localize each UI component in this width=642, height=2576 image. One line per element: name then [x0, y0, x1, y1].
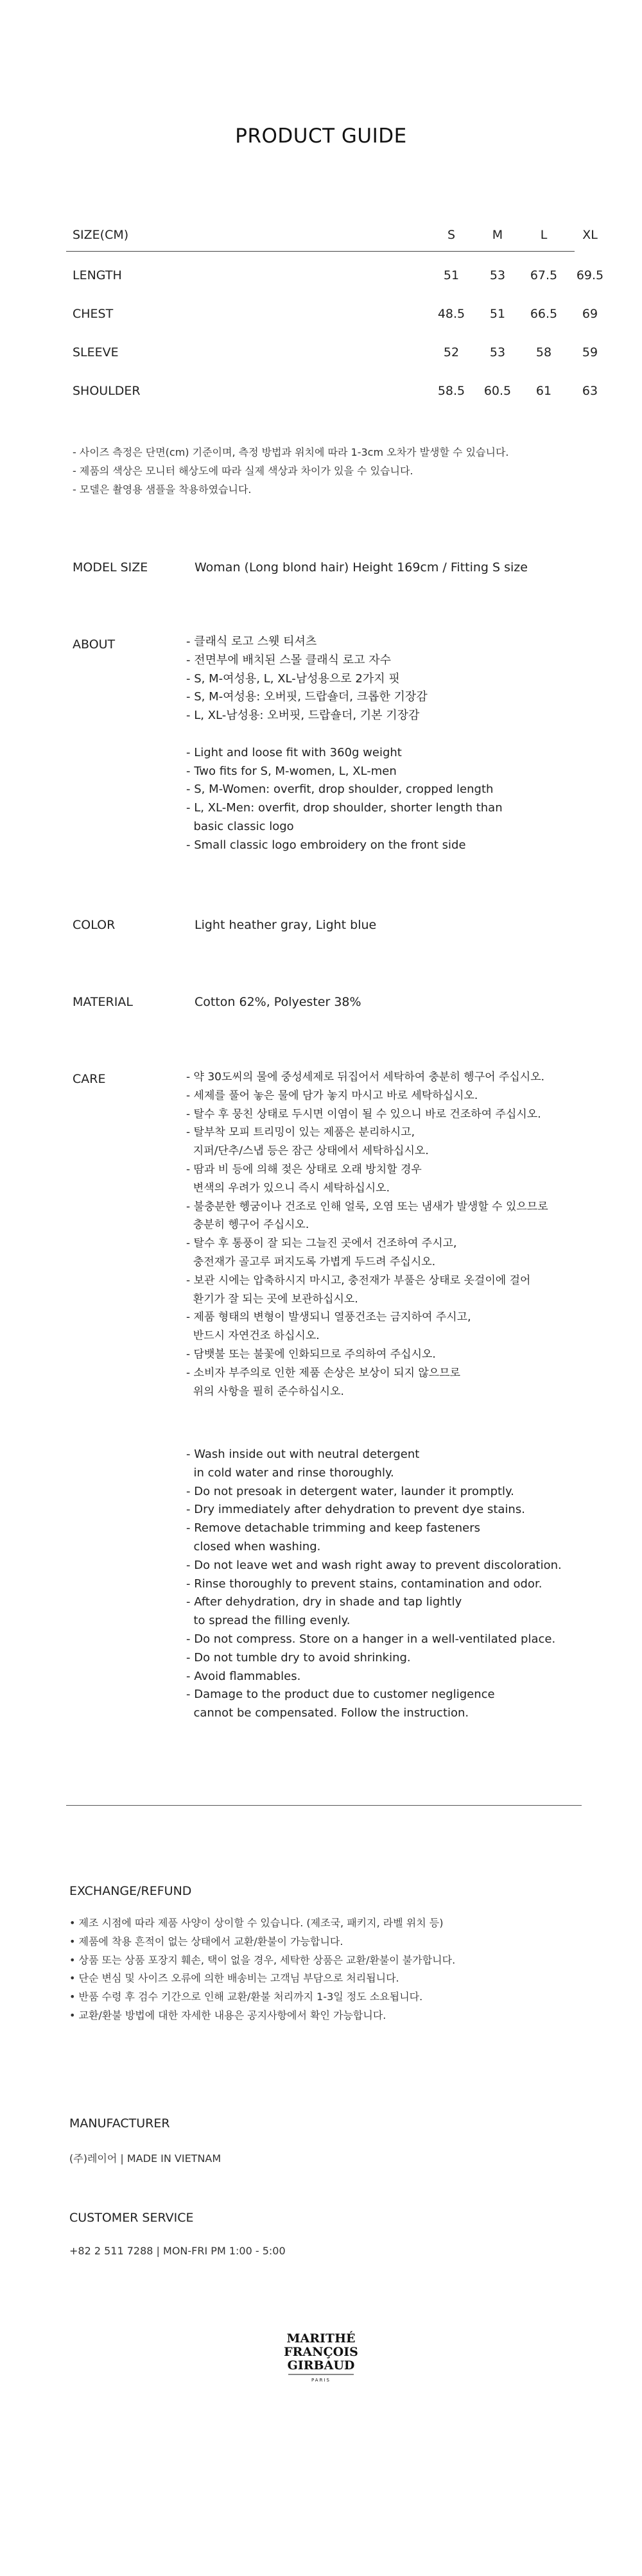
cell: 58.5 [437, 384, 465, 398]
list-item: - Avoid flammables. [186, 1669, 301, 1683]
list-item: • 반품 수령 후 검수 기간으로 인해 교환/환불 처리까지 1-3일 정도 소요됩니다. [69, 1991, 423, 2003]
note-line: - 제품의 색상은 모니터 해상도에 따라 실제 색상과 차이가 있을 수 있습니다. [73, 465, 413, 477]
about-label: ABOUT [73, 637, 116, 652]
row-label: SLEEVE [73, 345, 119, 359]
cell: 53 [489, 268, 506, 282]
list-item: - After dehydration, dry in shade and tap lightly [186, 1595, 462, 1609]
size-header-s: S [447, 228, 456, 242]
note-line: - 사이즈 측정은 단면(cm) 기준이며, 측정 방법과 위치에 따라 1-3cm 오차가 발생할 수 있습니다. [73, 446, 509, 458]
list-item: - 보관 시에는 압축하시지 마시고, 충전재가 부풀은 상태로 옷걸이에 걸어 [186, 1274, 531, 1287]
list-item: - Remove detachable trimming and keep fasteners [186, 1521, 481, 1535]
cell: 66.5 [530, 307, 558, 321]
cell: 52 [443, 345, 460, 359]
customer-service-heading: CUSTOMER SERVICE [69, 2211, 194, 2225]
list-item: - 탈수 후 통풍이 잘 되는 그늘진 곳에서 건조하여 주시고, [186, 1237, 457, 1250]
logo-line-1: MARITHÉ [286, 2331, 356, 2346]
table-row [66, 295, 598, 334]
cell: 60.5 [483, 384, 512, 398]
list-item [186, 725, 503, 744]
about-list [186, 633, 503, 855]
list-item: - Light and loose fit with 360g weight [186, 745, 402, 759]
cell: 48.5 [437, 307, 465, 321]
list-item: - Two fits for S, M-women, L, XL-men [186, 764, 397, 778]
row-label: LENGTH [73, 268, 122, 282]
material-value: Cotton 62%, Polyester 38% [195, 995, 361, 1009]
list-item: 변색의 우려가 있으니 즉시 세탁하십시오. [186, 1181, 390, 1195]
list-item: - 탈부착 모피 트리밍이 있는 제품은 분리하시고, [186, 1126, 415, 1139]
list-item: to spread the filling evenly. [186, 1614, 351, 1628]
list-item: • 단순 변심 및 사이즈 오류에 의한 배송비는 고객님 부담으로 처리됩니다. [69, 1972, 399, 1985]
list-item: • 제조 시점에 따라 제품 사양이 상이할 수 있습니다. (제조국, 패키지, 라벨 위치 등) [69, 1917, 444, 1929]
cell: 51 [443, 268, 460, 282]
list-item: - 세제를 풀어 놓은 물에 담가 놓지 마시고 바로 세탁하십시오. [186, 1089, 478, 1102]
color-value: Light heather gray, Light blue [195, 918, 377, 932]
row-label: CHEST [73, 307, 114, 321]
manufacturer-value: (주)레이어 | MADE IN VIETNAM [69, 2152, 221, 2165]
list-item: - Dry immediately after dehydration to prevent dye stains. [186, 1503, 525, 1517]
size-header-label: SIZE(CM) [73, 228, 129, 242]
logo-line-3: GIRBAUD [287, 2358, 355, 2373]
list-item: - S, M-여성용, L, XL-남성용으로 2가지 핏 [186, 671, 400, 686]
size-table [66, 221, 604, 411]
size-header-xl: XL [582, 228, 598, 242]
model-size-label: MODEL SIZE [73, 560, 148, 575]
cell: 69 [582, 307, 598, 321]
list-item: 충전재가 골고루 퍼지도록 가볍게 두드려 주십시오. [186, 1255, 436, 1268]
list-item: - Do not presoak in detergent water, launder it promptly. [186, 1484, 514, 1498]
list-item: - 제품 형태의 변형이 발생되니 열풍건조는 금지하여 주시고, [186, 1311, 471, 1324]
list-item: 충분히 헹구어 주십시오. [186, 1218, 309, 1232]
list-item: cannot be compensated. Follow the instruction. [186, 1706, 469, 1720]
color-label: COLOR [73, 918, 116, 932]
list-item: in cold water and rinse thoroughly. [186, 1465, 394, 1480]
model-size-value: Woman (Long blond hair) Height 169cm / Fitting S size [195, 560, 528, 575]
cell: 69.5 [576, 268, 604, 282]
list-item: - 소비자 부주의로 인한 제품 손상은 보상이 되지 않으므로 [186, 1366, 461, 1379]
cell: 53 [489, 345, 506, 359]
list-item: 환기가 잘 되는 곳에 보관하십시오. [186, 1292, 358, 1306]
cell: 67.5 [530, 268, 558, 282]
list-item: - 땀과 비 등에 의해 젖은 상태로 오래 방치할 경우 [186, 1163, 422, 1176]
list-item: - Damage to the product due to customer negligence [186, 1688, 495, 1702]
list-item: - L, XL-남성용: 오버핏, 드랍숄더, 기본 기장감 [186, 709, 420, 723]
exchange-refund-list [69, 1914, 455, 2025]
material-label: MATERIAL [73, 995, 133, 1009]
list-item: - 전면부에 배치된 스몰 클래식 로고 자수 [186, 653, 392, 667]
list-item: - S, M-여성용: 오버핏, 드랍숄더, 크롭한 기장감 [186, 690, 428, 704]
brand-logo [275, 2327, 367, 2385]
cell: 63 [582, 384, 598, 398]
size-table-header [66, 221, 598, 252]
list-item: 반드시 자연건조 하십시오. [186, 1329, 320, 1343]
exchange-refund-heading: EXCHANGE/REFUND [69, 1884, 192, 1898]
list-item: - Rinse thoroughly to prevent stains, contamination and odor. [186, 1577, 542, 1591]
list-item: - 불충분한 헹굼이나 건조로 인해 얼룩, 오염 또는 냄새가 발생할 수 있으므로 [186, 1200, 548, 1213]
size-header-m: M [492, 228, 503, 242]
list-item: - S, M-Women: overfit, drop shoulder, cropped length [186, 782, 494, 797]
list-item: - Do not compress. Store on a hanger in a well-ventilated place. [186, 1632, 556, 1646]
cell: 59 [582, 345, 598, 359]
list-item: 지퍼/단추/스냅 등은 잠근 상태에서 세탁하십시오. [186, 1145, 429, 1158]
list-item: basic classic logo [186, 819, 294, 833]
table-row [66, 257, 604, 295]
list-item: - Do not tumble dry to avoid shrinking. [186, 1650, 411, 1664]
size-header-l: L [540, 228, 548, 242]
row-label: SHOULDER [73, 384, 141, 398]
care-list-kr [186, 1068, 548, 1401]
logo-line-2: FRANÇOIS [284, 2345, 358, 2359]
page-title: PRODUCT GUIDE [235, 125, 407, 148]
customer-service-value: +82 2 511 7288 | MON-FRI PM 1:00 - 5:00 [69, 2245, 286, 2257]
note-line: - 모델은 촬영용 샘플을 착용하였습니다. [73, 483, 252, 496]
care-label: CARE [73, 1072, 106, 1086]
manufacturer-heading: MANUFACTURER [69, 2116, 170, 2131]
list-item: - Wash inside out with neutral detergent [186, 1448, 420, 1461]
cell: 61 [535, 384, 552, 398]
list-item: - Small classic logo embroidery on the front side [186, 838, 466, 852]
care-list-en [186, 1446, 562, 1723]
list-item: - 담뱃불 또는 불꽃에 인화되므로 주의하여 주십시오. [186, 1347, 436, 1361]
logo-subtext: PARIS [311, 2378, 331, 2383]
list-item: - Do not leave wet and wash right away to prevent discoloration. [186, 1558, 562, 1572]
list-item: • 교환/환불 방법에 대한 자세한 내용은 공지사항에서 확인 가능합니다. [69, 2009, 386, 2021]
section-divider [66, 1805, 582, 1806]
list-item: - 클래식 로고 스웻 티셔츠 [186, 635, 317, 648]
table-row [66, 372, 598, 411]
list-item: • 상품 또는 상품 포장지 훼손, 택이 없을 경우, 세탁한 상품은 교환/환불이 불가합니다. [69, 1953, 456, 1966]
list-item: closed when washing. [186, 1539, 321, 1553]
measurement-notes [73, 443, 509, 499]
list-item: 위의 사항을 필히 준수하십시오. [186, 1385, 344, 1398]
table-row [66, 334, 598, 372]
cell: 58 [535, 345, 552, 359]
size-table-body [66, 252, 604, 411]
list-item: - 약 30도씨의 물에 중성세제로 뒤집어서 세탁하여 충분히 헹구어 주십시오. [186, 1071, 545, 1084]
cell: 51 [489, 307, 506, 321]
list-item: - 탈수 후 뭉친 상태로 두시면 이염이 될 수 있으니 바로 건조하여 주십시오. [186, 1107, 541, 1121]
list-item: • 제품에 착용 흔적이 없는 상태에서 교환/환불이 가능합니다. [69, 1935, 343, 1948]
list-item: - L, XL-Men: overfit, drop shoulder, shorter length than [186, 801, 503, 815]
